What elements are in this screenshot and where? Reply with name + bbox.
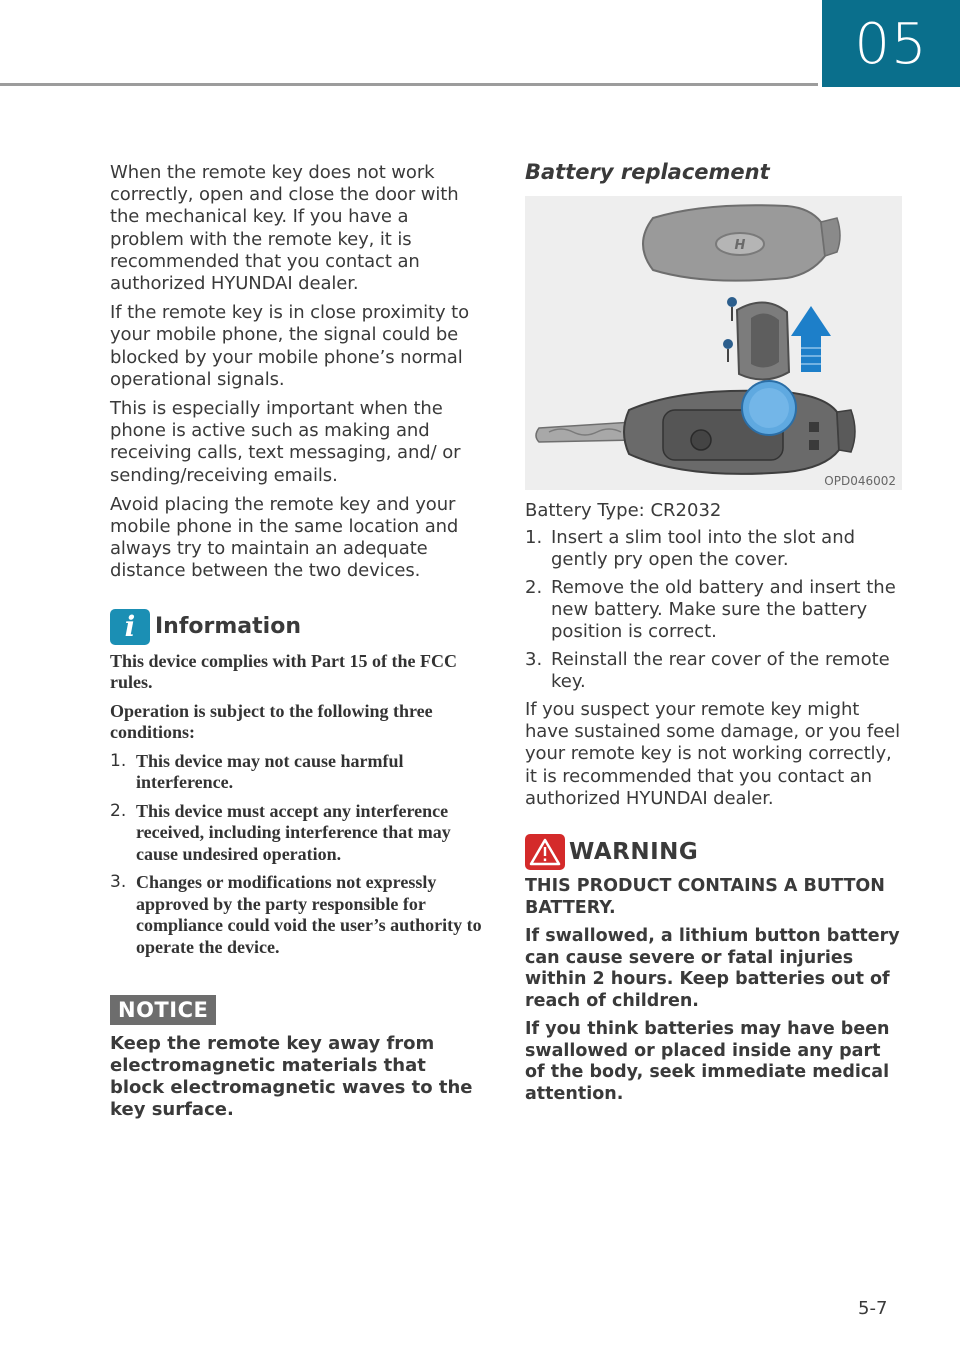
step-number: 3. bbox=[525, 649, 543, 670]
notice-badge: NOTICE bbox=[110, 995, 216, 1025]
notice-text: Keep the remote key away from electromagnetic materials that block electromagnetic waves to the key surface. bbox=[110, 1033, 473, 1121]
step-text: Insert a slim tool into the slot and gently pry open the cover. bbox=[551, 527, 856, 570]
step-number: 2. bbox=[525, 577, 543, 598]
figure-code: OPD046002 bbox=[824, 474, 896, 488]
page-number: 5-7 bbox=[858, 1298, 888, 1319]
list-item bbox=[110, 751, 482, 794]
warning-text: If you think batteries may have been swallowed or placed inside any part of the body, seek immediate medical attention. bbox=[525, 1019, 890, 1104]
header-rule bbox=[0, 83, 818, 86]
information-text: Operation is subject to the following three conditions: bbox=[110, 700, 433, 743]
information-heading bbox=[110, 609, 482, 645]
warning-heading bbox=[525, 834, 905, 870]
section-title: Battery replacement bbox=[525, 160, 770, 184]
list-item bbox=[525, 527, 905, 571]
paragraph: Avoid placing the remote key and your mobile phone in the same location and always try to maintain an adequate distance between the two devices. bbox=[110, 493, 459, 582]
warning-text: If swallowed, a lithium button battery can cause severe or fatal injuries within 2 hours. Keep batteries out of reach of children. bbox=[525, 926, 900, 1011]
warning-triangle-icon bbox=[525, 834, 565, 870]
warning-title: WARNING bbox=[569, 839, 699, 866]
list-item bbox=[110, 801, 482, 866]
list-text: This device may not cause harmful interference. bbox=[136, 750, 404, 793]
remote-key-illustration bbox=[525, 196, 902, 490]
step-text: Remove the old battery and insert the new battery. Make sure the battery position is correct. bbox=[551, 577, 896, 642]
warning-text: THIS PRODUCT CONTAINS A BUTTON BATTERY. bbox=[525, 876, 885, 918]
info-icon: i bbox=[110, 609, 150, 645]
list-item bbox=[525, 577, 905, 643]
list-item bbox=[110, 872, 482, 958]
list-number: 3. bbox=[110, 872, 127, 893]
remote-key-figure bbox=[525, 196, 902, 490]
paragraph: If you suspect your remote key might have sustained some damage, or you feel your remote key is not working correctly, it is recommended that you contact an authorized HYUNDAI dealer. bbox=[525, 699, 900, 809]
list-text: This device must accept any interference received, including interference that may cause undesired operation. bbox=[136, 800, 451, 864]
information-title: Information bbox=[155, 614, 301, 640]
paragraph: This is especially important when the phone is active such as making and receiving calls, text messaging, and/ or sending/receiving emails. bbox=[110, 398, 461, 486]
paragraph: If the remote key is in close proximity to your mobile phone, the signal could be blocked by your mobile phone’s normal operational signals. bbox=[110, 302, 470, 390]
list-text: Changes or modifications not expressly approved by the party responsible for compliance could void the user’s authority to operate the device. bbox=[136, 872, 482, 957]
replacement-steps bbox=[525, 527, 905, 693]
svg-text:H: H bbox=[734, 238, 746, 253]
list-number: 2. bbox=[110, 800, 127, 821]
left-column bbox=[110, 162, 482, 1121]
right-column bbox=[525, 160, 905, 1112]
chapter-tab: 05 bbox=[822, 0, 960, 87]
list-number: 1. bbox=[110, 750, 127, 771]
battery-type: Battery Type: CR2032 bbox=[525, 500, 722, 521]
conditions-list bbox=[110, 751, 482, 959]
step-text: Reinstall the rear cover of the remote key. bbox=[551, 649, 890, 692]
information-text: This device complies with Part 15 of the FCC rules. bbox=[110, 650, 457, 693]
step-number: 1. bbox=[525, 527, 543, 548]
paragraph: When the remote key does not work correctly, open and close the door with the mechanical key. If you have a problem with the remote key, it is recommended that you contact an authorized HYUNDAI dealer. bbox=[110, 162, 459, 295]
list-item bbox=[525, 649, 905, 693]
